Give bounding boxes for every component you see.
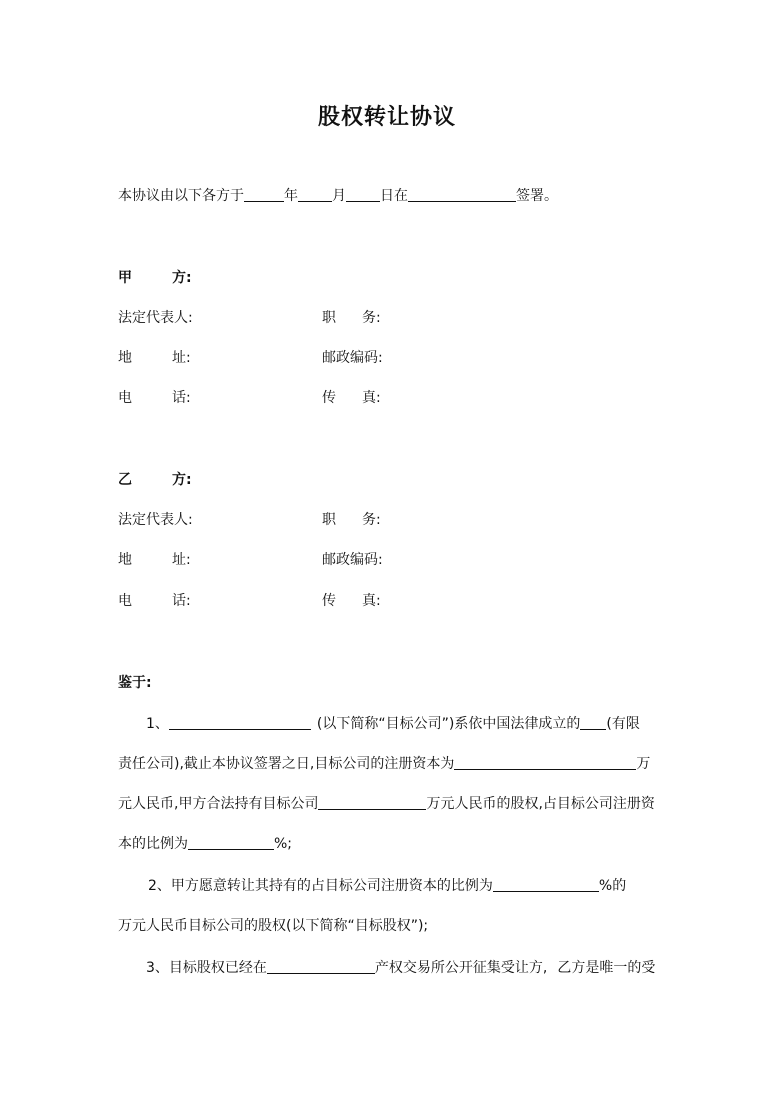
party-b-fax-char2: 真:: [362, 593, 381, 609]
party-b-tel-char1: 电: [118, 593, 132, 609]
party-a-tel-char1: 电: [118, 390, 132, 406]
party-b-tel-char2: 话:: [172, 593, 191, 609]
party-a-heading-char1: 甲: [118, 270, 132, 286]
clause1-l1-end: (有限: [606, 716, 640, 732]
day-blank[interactable]: [346, 187, 380, 202]
intro-line: [118, 186, 558, 206]
ratio-blank[interactable]: [188, 835, 274, 850]
party-a-addr-char2: 址:: [172, 350, 191, 366]
clause1-l3-text: 元人民币,甲方合法持有目标公司: [118, 796, 319, 812]
month-blank[interactable]: [298, 187, 332, 202]
clause1-l3-end: 万元人民币的股权,占目标公司注册资: [426, 796, 655, 812]
clause1-line1: [146, 714, 640, 734]
clause2-l1-text: 2、甲方愿意转让其持有的占目标公司注册资本的比例为: [148, 878, 493, 894]
clause1-number: 1、: [146, 716, 169, 732]
clause1-line2: [118, 754, 650, 774]
intro-suffix: 签署。: [516, 188, 558, 204]
party-b-pos-char2: 务:: [362, 512, 381, 528]
whereas-heading: 鉴于:: [118, 675, 152, 691]
clause1-l4-end: %;: [274, 836, 293, 852]
party-a-tel-char2: 话:: [172, 390, 191, 406]
intro-prefix: 本协议由以下各方于: [118, 188, 244, 204]
held-capital-blank[interactable]: [318, 795, 426, 810]
clause1-l4-text: 本的比例为: [118, 836, 188, 852]
party-b-pos-char1: 职: [322, 512, 336, 528]
transfer-ratio-blank[interactable]: [493, 877, 599, 892]
year-blank[interactable]: [244, 187, 284, 202]
clause1-l2-text: 责任公司),截止本协议签署之日,目标公司的注册资本为: [118, 756, 455, 772]
clause2-line1: [148, 876, 626, 896]
registered-capital-blank[interactable]: [454, 755, 636, 770]
party-b-addr-char1: 地: [118, 552, 132, 568]
place-blank[interactable]: [408, 187, 516, 202]
party-a-rep-label: 法定代表人:: [118, 310, 193, 326]
party-a-pos-char2: 务:: [362, 310, 381, 326]
exchange-blank[interactable]: [267, 959, 375, 974]
party-a-pos-char1: 职: [322, 310, 336, 326]
clause1-line4: [118, 834, 292, 854]
party-a-addr-char1: 地: [118, 350, 132, 366]
party-a-fax-char2: 真:: [362, 390, 381, 406]
party-a-heading-char2: 方:: [172, 270, 192, 286]
party-b-rep-label: 法定代表人:: [118, 512, 193, 528]
clause1-line3: [118, 794, 655, 814]
clause2-line2: 万元人民币目标公司的股权(以下简称“目标股权”);: [118, 918, 429, 934]
party-b-addr-char2: 址:: [172, 552, 191, 568]
party-a-postal-label: 邮政编码:: [322, 350, 383, 366]
clause3-l1-text: 3、目标股权已经在: [146, 960, 267, 976]
company-type-blank[interactable]: [580, 715, 606, 730]
party-b-fax-char1: 传: [322, 593, 336, 609]
clause1-l2-end: 万: [636, 756, 651, 772]
party-b-heading-char1: 乙: [118, 472, 132, 488]
party-b-heading-char2: 方:: [172, 472, 192, 488]
party-b-postal-label: 邮政编码:: [322, 552, 383, 568]
clause3-line1: [146, 958, 655, 978]
intro-month: 月: [332, 188, 346, 204]
document-title: 股权转让协议: [317, 105, 456, 130]
clause2-l1-end: %的: [598, 878, 627, 894]
intro-year: 年: [284, 188, 298, 204]
party-a-fax-char1: 传: [322, 390, 336, 406]
clause3-l1-mid: 产权交易所公开征集受让方,: [374, 960, 548, 976]
target-company-blank[interactable]: [169, 715, 311, 730]
clause1-l1-text: (以下简称“目标公司”)系依中国法律成立的: [316, 716, 581, 732]
intro-day: 日在: [380, 188, 408, 204]
clause3-l1-end: 乙方是唯一的受: [557, 960, 656, 976]
